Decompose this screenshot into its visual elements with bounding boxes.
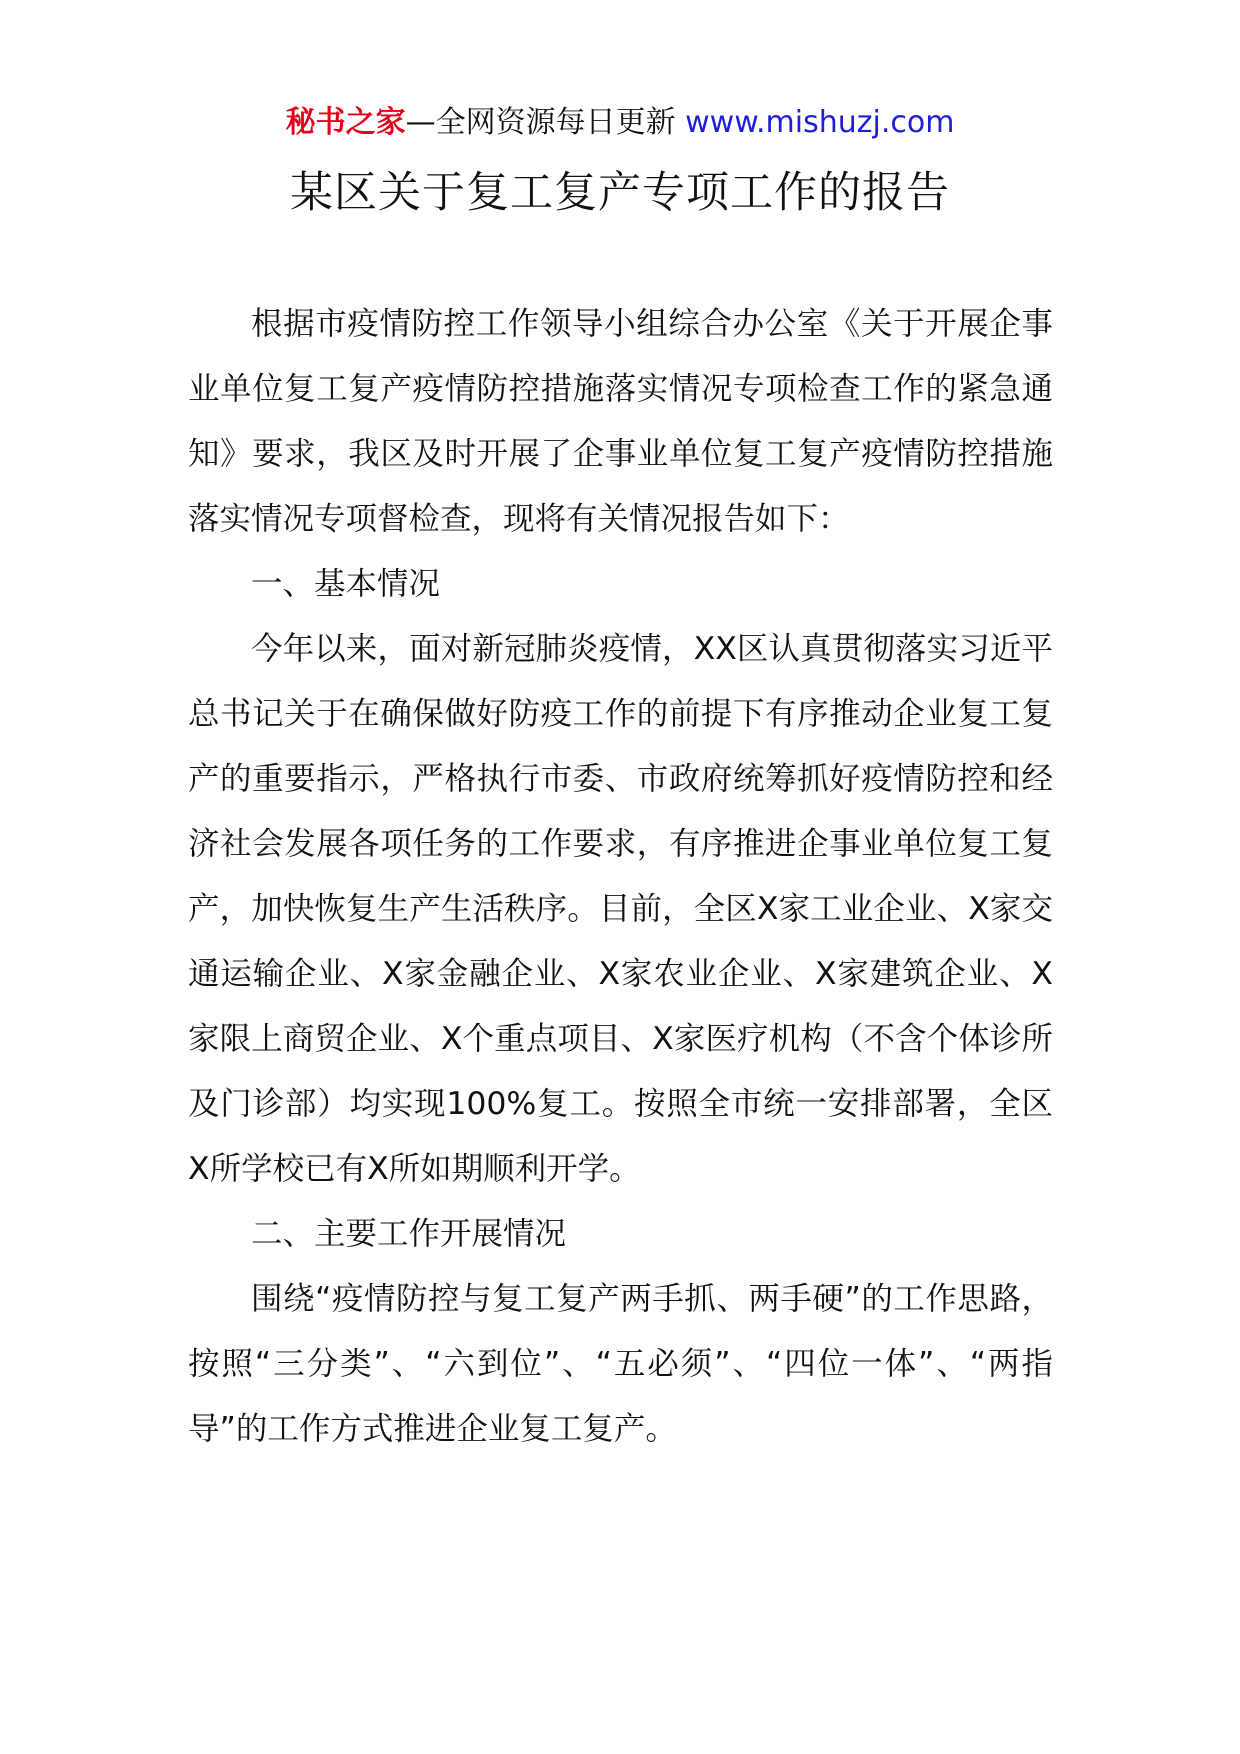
section-1-paragraph: 今年以来，面对新冠肺炎疫情，XX区认真贯彻落实习近平总书记关于在确保做好防疫工作的前提下有序推动企业复工复产的重要指示，严格执行市委、市政府统筹抓好疫情防控和经济社会发展各项任务的工作要求，有序推进企事业单位复工复产，加快恢复生产生活秩序。目前，全区X家工业企业、X家交通运输企业、X家金融企业、X家农业企业、X家建筑企业、X家限上商贸企业、X个重点项目、X家医疗机构（不含个体诊所及门诊部）均实现100%复工。按照全市统一安排部署，全区X所学校已有X所如期顺利开学。 bbox=[188, 631, 1053, 1187]
intro-paragraph: 根据市疫情防控工作领导小组综合办公室《关于开展企事业单位复工复产疫情防控措施落实情况专项检查工作的紧急通知》要求，我区及时开展了企事业单位复工复产疫情防控措施落实情况专项督检查，现将有关情况报告如下： bbox=[188, 306, 1053, 537]
document-title: 某区关于复工复产专项工作的报告 bbox=[290, 168, 950, 218]
site-url-link[interactable]: www.mishuzj.com bbox=[685, 105, 955, 140]
site-header bbox=[0, 101, 1240, 145]
section-2-paragraph: 围绕“疫情防控与复工复产两手抓、两手硬”的工作思路，按照“三分类”、“六到位”、“五必须”、“四位一体”、“两指导”的工作方式推进企业复工复产。 bbox=[188, 1281, 1053, 1447]
site-slogan: —全网资源每日更新 bbox=[405, 105, 686, 140]
section-1-heading: 一、基本情况 bbox=[251, 566, 441, 602]
site-brand: 秘书之家 bbox=[285, 105, 406, 140]
document-body bbox=[188, 292, 1053, 1462]
section-2-heading: 二、主要工作开展情况 bbox=[251, 1216, 567, 1252]
